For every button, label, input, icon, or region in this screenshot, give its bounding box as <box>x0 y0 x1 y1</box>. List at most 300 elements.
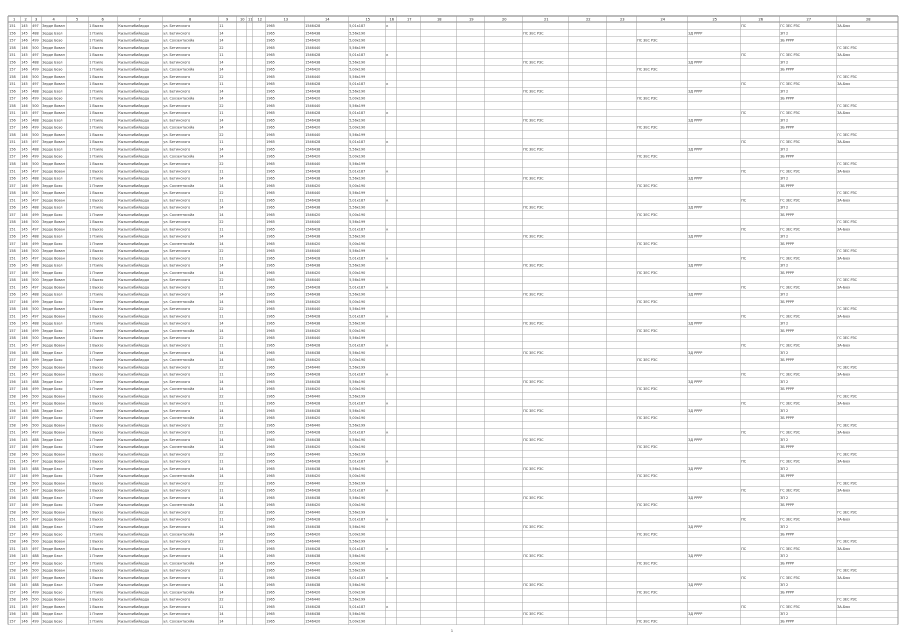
column-header: 5 <box>76 17 79 22</box>
table-cell: 151 <box>9 430 16 435</box>
table-cell: ГС 3ЕС РЗС <box>780 314 801 319</box>
table-cell: 151 <box>9 546 16 551</box>
table-cell: 5,56к190 <box>349 525 366 529</box>
table-cell: 1 Пзиле <box>89 205 104 210</box>
table-cell: 1965 <box>266 89 275 94</box>
table-cell: ПС 3ЕС РЗС <box>523 583 544 588</box>
table-cell: 1 Выхзо <box>89 278 104 283</box>
table-cell: ЗА-Бюх <box>837 24 851 29</box>
table-cell: 146 <box>21 423 28 428</box>
table-cell: 1546428 <box>305 488 321 493</box>
table-cell: 5,01к187 <box>349 430 366 435</box>
table-cell: 22 <box>219 568 224 573</box>
table-cell: к <box>386 256 389 261</box>
table-cell: 1965 <box>266 60 275 65</box>
table-cell: к <box>386 285 389 290</box>
table-cell: Кызылзибийарда <box>118 619 150 624</box>
table-cell: 5,56к199 <box>349 45 366 50</box>
table-cell: ул. Бетинского <box>163 191 191 196</box>
table-cell: 499 <box>32 416 39 421</box>
table-cell: 14 <box>219 176 224 181</box>
table-cell: ГС 3ЕС РЗС <box>837 45 858 50</box>
table-cell: ЗА-Бюх <box>837 343 851 348</box>
table-cell: 22 <box>219 307 224 312</box>
table-cell: Зерде Бзол <box>42 89 63 94</box>
table-cell: ЗД РРРР <box>688 321 703 326</box>
table-cell: ул. Бетинского <box>163 575 191 580</box>
table-cell: ул. Бетинского <box>163 495 191 500</box>
table-cell: 499 <box>32 67 39 72</box>
table-cell: ПС 3ЕС РЗС <box>637 38 658 43</box>
table-cell: ЗБ РРРР <box>780 445 794 450</box>
table-cell: 499 <box>32 212 39 217</box>
table-cell: 1 Пзиле <box>89 270 104 275</box>
table-cell: ПС 3ЕС РЗС <box>523 60 544 65</box>
table-cell: 156 <box>9 466 16 471</box>
table-cell: ПС 3ЕС РЗС <box>523 118 544 123</box>
table-cell: ЗА-Бюх <box>837 430 851 435</box>
table-cell: Зерде Бзол <box>42 583 63 588</box>
table-cell: ул. Бетинского <box>163 336 191 341</box>
table-cell: 5,01к187 <box>349 604 366 609</box>
table-cell: к <box>386 604 389 609</box>
table-cell: Кызылзибийарда <box>118 169 150 174</box>
table-cell: ЗД РРРР <box>688 437 703 442</box>
table-cell: ул. Бетинского <box>163 292 191 297</box>
table-cell: ЗБ РРРР <box>780 387 794 392</box>
table-cell: 145 <box>21 546 28 551</box>
table-cell: 5,01к187 <box>349 82 366 87</box>
table-cell: 5,56к199 <box>349 394 366 399</box>
table-cell: Зерде Вован <box>42 140 65 145</box>
table-cell: 500 <box>32 278 39 283</box>
table-cell: ГС 3ЕС РЗС <box>837 278 858 283</box>
table-cell: 158 <box>9 278 16 283</box>
table-cell: 1546428 <box>305 430 321 435</box>
table-cell: ПС <box>741 459 747 464</box>
table-cell: Зерде Бзол <box>42 292 63 297</box>
table-cell: 145 <box>21 169 28 174</box>
table-cell: 1965 <box>266 568 275 573</box>
table-cell: 146 <box>21 154 28 159</box>
table-cell: ул. Сохзентаскйа <box>163 125 195 130</box>
table-cell: Кызылзибийарда <box>118 299 150 304</box>
table-cell: Кызылзибийарда <box>118 532 150 537</box>
table-cell: 1 Выхзо <box>89 430 104 435</box>
table-cell: 497 <box>32 169 39 174</box>
table-cell: ул. Сохзентаскйа <box>163 183 195 188</box>
table-cell: Кызылзибийарда <box>118 437 150 442</box>
table-cell: 1546428 <box>305 227 321 232</box>
table-cell: ПС 3ЕС РЗС <box>523 205 544 210</box>
table-cell: ПС 3ЕС РЗС <box>523 350 544 355</box>
table-cell: 5,56к190 <box>349 147 366 152</box>
table-cell: 156 <box>9 89 16 94</box>
table-cell: 1965 <box>266 307 275 312</box>
table-cell: 1 Пзиле <box>89 38 104 43</box>
table-cell: 1965 <box>266 619 275 624</box>
table-cell: Зерде Вован <box>42 314 65 319</box>
table-cell: ПС 3ЕС РЗС <box>523 176 544 181</box>
column-header: 23 <box>620 17 625 22</box>
table-cell: 145 <box>21 350 28 355</box>
table-cell: ПС 3ЕС РЗС <box>637 532 658 537</box>
table-cell: 1965 <box>266 488 275 493</box>
table-cell: 1965 <box>266 292 275 297</box>
table-cell: ЗП 2 <box>780 583 789 588</box>
table-cell: 1 Пзиле <box>89 358 104 363</box>
table-cell: ГС 3ЕС РЗС <box>780 372 801 377</box>
table-cell: 1546438 <box>305 60 321 65</box>
table-cell: Зерде Боэо <box>42 590 63 595</box>
table-cell: 1965 <box>266 343 275 348</box>
table-cell: 1 Пзиле <box>89 445 104 450</box>
table-cell: Кызылзибийарда <box>118 227 150 232</box>
table-cell: 14 <box>219 321 224 326</box>
table-cell: Зерде Вован <box>42 481 65 486</box>
table-cell: 1965 <box>266 350 275 355</box>
table-cell: 1 Пзиле <box>89 350 104 355</box>
table-cell: 157 <box>9 474 16 479</box>
column-header: 4 <box>52 17 55 22</box>
table-cell: 1546438 <box>305 379 321 384</box>
table-cell: ГС 3ЕС РЗС <box>837 423 858 428</box>
table-cell: 5,01к187 <box>349 546 366 551</box>
table-cell: 499 <box>32 299 39 304</box>
table-cell: 1965 <box>266 67 275 72</box>
table-cell: Кызылзибийарда <box>118 328 150 333</box>
table-cell: ул. Бетинского <box>163 285 191 290</box>
table-cell: ЗБ РРРР <box>780 299 794 304</box>
table-cell: 146 <box>21 270 28 275</box>
table-cell: 1 Выхзо <box>89 343 104 348</box>
table-cell: к <box>386 430 389 435</box>
table-cell: 1546438 <box>305 263 321 268</box>
table-cell: 497 <box>32 285 39 290</box>
table-cell: 5,01к187 <box>349 198 366 203</box>
table-cell: 157 <box>9 154 16 159</box>
table-cell: 1546420 <box>305 125 321 130</box>
table-cell: Зерде Вован <box>42 285 65 290</box>
table-cell: 146 <box>21 328 28 333</box>
table-cell: 497 <box>32 24 39 29</box>
table-cell: 5,01к187 <box>349 372 366 377</box>
table-cell: 1965 <box>266 408 275 413</box>
table-cell: 499 <box>32 358 39 363</box>
table-cell: 5,00к190 <box>349 154 366 159</box>
table-cell: 1546420 <box>305 503 321 508</box>
table-cell: Зерде Вован <box>42 459 65 464</box>
table-cell: Кызылзибийарда <box>118 278 150 283</box>
table-cell: 146 <box>21 510 28 515</box>
table-cell: 157 <box>9 125 16 130</box>
table-cell: 1 Выхзо <box>89 314 104 319</box>
table-cell: 5,00к190 <box>349 270 366 275</box>
table-cell: ул. Сохзентаскйа <box>163 38 195 43</box>
table-cell: 145 <box>21 24 28 29</box>
table-cell: Кызылзибийарда <box>118 176 150 181</box>
table-cell: ЗА-Бюх <box>837 140 851 145</box>
table-cell: 146 <box>21 183 28 188</box>
table-cell: ПС <box>741 488 747 493</box>
table-cell: 145 <box>21 612 28 617</box>
column-header: 17 <box>407 17 412 22</box>
table-cell: Кызылзибийарда <box>118 270 150 275</box>
table-cell: 1965 <box>266 466 275 471</box>
table-cell: 497 <box>32 111 39 116</box>
table-cell: 14 <box>219 532 224 537</box>
table-cell: 22 <box>219 278 224 283</box>
table-cell: 1 Пзиле <box>89 495 104 500</box>
table-cell: 156 <box>9 437 16 442</box>
table-cell: 1 Выхзо <box>89 140 104 145</box>
table-cell: ПС 3ЕС РЗС <box>637 590 658 595</box>
table-cell: ПС <box>741 401 747 406</box>
table-cell: ул. Сохзентаскйа <box>163 445 195 450</box>
table-cell: 156 <box>9 118 16 123</box>
table-cell: 5,56к190 <box>349 379 366 384</box>
table-cell: 151 <box>9 488 16 493</box>
table-cell: ул. Бетинского <box>163 45 191 50</box>
table-cell: 146 <box>21 67 28 72</box>
table-cell: Зерде Боэо <box>42 416 63 421</box>
table-cell: 1965 <box>266 154 275 159</box>
table-cell: 157 <box>9 299 16 304</box>
table-cell: 14 <box>219 234 224 239</box>
table-cell: 158 <box>9 481 16 486</box>
table-cell: ГС 3ЕС РЗС <box>837 597 858 602</box>
table-cell: Кызылзибийарда <box>118 554 150 559</box>
table-cell: 5,56к199 <box>349 452 366 457</box>
table-cell: ЗА-Бюх <box>837 401 851 406</box>
table-cell: ул. Бетинского <box>163 612 191 617</box>
table-cell: 14 <box>219 183 224 188</box>
table-cell: Кызылзибийарда <box>118 198 150 203</box>
table-cell: ЗД РРРР <box>688 350 703 355</box>
table-cell: Кызылзибийарда <box>118 510 150 515</box>
table-cell: 1546438 <box>305 525 321 529</box>
table-cell: 488 <box>32 31 39 36</box>
table-cell: ГС 3ЕС РЗС <box>780 604 801 609</box>
table-cell: 1 Выхзо <box>89 220 104 225</box>
table-cell: 5,56к199 <box>349 481 366 486</box>
table-cell: Кызылзибийарда <box>118 452 150 457</box>
table-cell: 11 <box>219 488 224 493</box>
table-cell: ЗД РРРР <box>688 263 703 268</box>
table-cell: 145 <box>21 488 28 493</box>
table-cell: 488 <box>32 263 39 268</box>
table-cell: 14 <box>219 445 224 450</box>
table-cell: 5,56к190 <box>349 176 366 181</box>
table-cell: 1546420 <box>305 96 321 101</box>
table-cell: 5,01к187 <box>349 459 366 464</box>
table-cell: ГС 3ЕС РЗС <box>837 249 858 254</box>
table-cell: 500 <box>32 423 39 428</box>
table-cell: 1 Выхзо <box>89 459 104 464</box>
table-cell: 145 <box>21 343 28 348</box>
table-cell: 5,01к187 <box>349 314 366 319</box>
table-cell: 146 <box>21 125 28 130</box>
table-cell: 5,00к190 <box>349 445 366 450</box>
table-cell: ЗБ РРРР <box>780 96 794 101</box>
table-cell: ПС <box>741 372 747 377</box>
table-cell: Зерде Вован <box>42 132 65 137</box>
table-cell: 1 Выхзо <box>89 604 104 609</box>
table-cell: 500 <box>32 452 39 457</box>
table-cell: ул. Бетинского <box>163 488 191 493</box>
table-cell: 5,01к187 <box>349 488 366 493</box>
table-cell: ПС 3ЕС РЗС <box>637 96 658 101</box>
table-cell: 157 <box>9 561 16 566</box>
table-cell: ЗБ РРРР <box>780 183 794 188</box>
table-cell: ПС <box>741 430 747 435</box>
table-cell: 5,00к190 <box>349 532 366 537</box>
table-cell: 5,56к190 <box>349 495 366 500</box>
table-cell: ЗП 2 <box>780 263 789 268</box>
table-cell: ЗБ РРРР <box>780 212 794 217</box>
table-cell: ул. Бетинского <box>163 408 191 413</box>
table-cell: ГС 3ЕС РЗС <box>780 227 801 232</box>
table-cell: 22 <box>219 510 224 515</box>
table-cell: 14 <box>219 118 224 123</box>
table-cell: 1 Выхзо <box>89 82 104 87</box>
table-cell: ПС 3ЕС РЗС <box>637 474 658 479</box>
table-cell: ул. Бетинского <box>163 111 191 116</box>
table-cell: ЗП 2 <box>780 437 789 442</box>
table-cell: 5,56к190 <box>349 263 366 268</box>
table-cell: ул. Бетинского <box>163 321 191 326</box>
table-cell: 497 <box>32 343 39 348</box>
table-cell: 156 <box>9 292 16 297</box>
table-cell: 146 <box>21 103 28 108</box>
table-cell: 500 <box>32 481 39 486</box>
table-cell: 1965 <box>266 278 275 283</box>
table-cell: 1965 <box>266 452 275 457</box>
table-cell: 1 Выхзо <box>89 285 104 290</box>
table-cell: ПС <box>741 82 747 87</box>
table-cell: Зерде Бзол <box>42 147 63 152</box>
table-cell: ул. Бетинского <box>163 74 191 79</box>
table-cell: Зерде Бзол <box>42 31 63 36</box>
table-cell: 1546420 <box>305 532 321 537</box>
table-cell: 1546420 <box>305 474 321 479</box>
table-cell: Зерде Вован <box>42 307 65 312</box>
table-cell: 151 <box>9 256 16 261</box>
table-cell: 11 <box>219 604 224 609</box>
table-cell: ул. Бетинского <box>163 597 191 602</box>
table-cell: ПС 3ЕС РЗС <box>523 554 544 559</box>
table-cell: 1546440 <box>305 103 321 108</box>
table-cell: 500 <box>32 539 39 544</box>
table-cell: ул. Сохзентаскйа <box>163 299 195 304</box>
table-cell: ул. Бетинского <box>163 437 191 442</box>
table-cell: 1546420 <box>305 183 321 188</box>
table-cell: ГС 3ЕС РЗС <box>780 82 801 87</box>
table-cell: 1965 <box>266 263 275 268</box>
table-cell: ул. Бетинского <box>163 459 191 464</box>
page-number: 1 <box>450 629 454 633</box>
table-cell: ЗБ РРРР <box>780 416 794 421</box>
table-cell: 1546440 <box>305 74 321 79</box>
table-cell: Кызылзибийарда <box>118 321 150 326</box>
table-cell: 1546428 <box>305 53 321 58</box>
table-cell: 1 Выхзо <box>89 227 104 232</box>
table-cell: 157 <box>9 387 16 392</box>
table-cell: ГС 3ЕС РЗС <box>837 336 858 341</box>
table-cell: 1546428 <box>305 82 321 87</box>
table-cell: ПС <box>741 575 747 580</box>
table-cell: ул. Бетинского <box>163 568 191 573</box>
table-cell: 1965 <box>266 532 275 537</box>
table-cell: ПС 3ЕС РЗС <box>523 321 544 326</box>
table-cell: 1546420 <box>305 154 321 159</box>
table-cell: ЗД РРРР <box>688 292 703 297</box>
table-cell: 1965 <box>266 387 275 392</box>
table-cell: 158 <box>9 132 16 137</box>
table-cell: 146 <box>21 597 28 602</box>
table-cell: 1965 <box>266 314 275 319</box>
table-cell: 5,56к199 <box>349 132 366 137</box>
table-cell: 1 Выхзо <box>89 517 104 522</box>
table-cell: 14 <box>219 60 224 65</box>
table-cell: ЗА-Бюх <box>837 285 851 290</box>
table-cell: ЗП 2 <box>780 495 789 500</box>
table-cell: Зерде Вован <box>42 372 65 377</box>
table-cell: ул. Бетинского <box>163 31 191 36</box>
table-cell: 5,56к199 <box>349 278 366 283</box>
table-cell: 5,56к190 <box>349 292 366 297</box>
table-cell: 1 Выхзо <box>89 24 104 29</box>
table-cell: 1965 <box>266 205 275 210</box>
table-cell: Зерде Бзол <box>42 379 63 384</box>
table-cell: ГС 3ЕС РЗС <box>780 517 801 522</box>
table-cell: 5,56к199 <box>349 191 366 196</box>
table-cell: Кызылзибийарда <box>118 24 150 29</box>
table-cell: 11 <box>219 82 224 87</box>
table-cell: ПС 3ЕС РЗС <box>523 31 544 36</box>
table-cell: ГС 3ЕС РЗС <box>780 53 801 58</box>
table-cell: ЗБ РРРР <box>780 154 794 159</box>
table-cell: 151 <box>9 604 16 609</box>
table-cell: Зерде Бзол <box>42 350 63 355</box>
table-cell: ПС 3ЕС РЗС <box>637 241 658 246</box>
table-cell: 1546428 <box>305 111 321 116</box>
table-cell: 1546438 <box>305 495 321 500</box>
table-cell: 5,00к190 <box>349 299 366 304</box>
table-cell: ул. Бетинского <box>163 481 191 486</box>
table-cell: Кызылзибийарда <box>118 546 150 551</box>
table-cell: 1965 <box>266 321 275 326</box>
table-cell: 1546440 <box>305 481 321 486</box>
table-cell: 1546420 <box>305 270 321 275</box>
table-cell: Кызылзибийарда <box>118 481 150 486</box>
table-cell: 488 <box>32 321 39 326</box>
table-cell: 22 <box>219 452 224 457</box>
table-cell: Зерде Вован <box>42 103 65 108</box>
table-cell: 488 <box>32 437 39 442</box>
table-cell: ул. Сохзентаскйа <box>163 67 195 72</box>
table-cell: ЗБ РРРР <box>780 590 794 595</box>
table-cell: Зерде Вован <box>42 539 65 544</box>
table-cell: Кызылзибийарда <box>118 401 150 406</box>
table-cell: 1965 <box>266 241 275 246</box>
column-header: 14 <box>325 17 330 22</box>
table-cell: 1 Пзиле <box>89 532 104 537</box>
table-cell: 151 <box>9 198 16 203</box>
table-cell: Зерде Бзол <box>42 234 63 239</box>
table-cell: ул. Бетинского <box>163 372 191 377</box>
table-cell: ПС 3ЕС РЗС <box>637 561 658 566</box>
